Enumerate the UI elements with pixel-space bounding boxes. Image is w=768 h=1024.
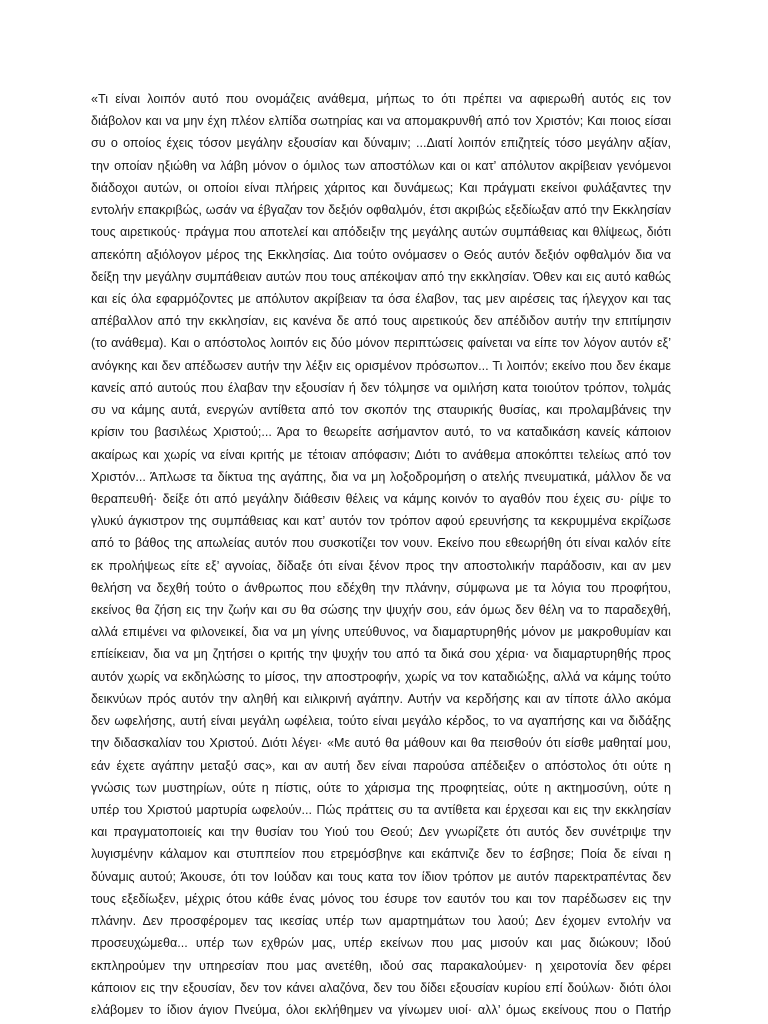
text-line: θελήση να δεχθή τούτο ο άνθρωπος που εδέχθη την πλάνην, σύμφωνα με τα λόγια του προφήτου, [91,580,671,595]
text-line: και είς όλα εφαρμόζοντες με απόλυτον ακρίβειαν τα όσα έλαβον, τας μεν αιρέσεις τας ήλεγχον και τας [91,291,671,306]
text-line: εκείνος θα ζήση εις την ζωήν και συ θα σώσης την ψυχήν σου, εάν όμως δεν θέλη να το παραδεχθή, [91,603,671,618]
text-line: επίείκειαν, δια να μη ζητήσει ο κριτής την ψυχήν του από τα δικά σου χέρια· να διαμαρτυρηθής προς [91,647,671,662]
text-line: ανόγκης και δεν απέδωσεν αυτήν την λέξιν εις ορισμένον πρόσωπον... Τι λοιπόν; εκείνο που δεν έκαμε [91,358,671,373]
text-line: «Τι είναι λοιπόν αυτό που ονομάζεις ανάθεμα, μήπως το ότι πρέπει να αφιερωθή αυτός εις τον [91,92,671,106]
text-line: κανείς από αυτούς που έλαβαν την εξουσίαν ή δεν τόλμησε να ομιλήση κατα τοιούτον τρόπον, τολμάς [91,380,671,395]
text-line: εάν έχετε αγάπην μεταξύ σας», και αν αυτή δεν είναι παρούσα απέδειξεν ο απόστολος ότι ούτε η [91,758,671,773]
document-page [91,88,671,1021]
text-line: λυγισμένην κάλαμον και στυππείον που ετρεμόσβηνε και εκάπνιζε δεν το έσβησε; Ποία δε είναι η [91,847,671,862]
text-line: ελάβομεν το ίδιον άγιον Πνεύμα, όλοι εκλήθημεν να γίνωμεν υιοί· αλλ’ όμως εκείνους που ο Πατήρ [91,1002,671,1017]
text-line: από το βάθος της απωλείας αυτόν που συσκοτίζει τον νουν. Εκείνο που εθεωρήθη ότι είναι καλόν είτε [91,536,671,551]
text-line: και πραγματοποιείς και την θυσίαν του Υιού του Θεού; Δεν γνωρίζετε ότι αυτός δεν συνέτριψε την [91,825,671,840]
text-line: πλάνην. Δεν προσφέρομεν τας ικεσίας υπέρ των αμαρτημάτων του λαού; Δεν έχομεν εντολήν να [91,914,671,929]
text-line: αλλά επιμένει να φιλονεικεί, δια να μη γίνης υπεύθυνος, να διαμαρτυρηθής μόνον με μακροθυμίαν και [91,625,671,640]
text-line: διάβολον και να μην έχη πλέον ελπίδα σωτηρίας και να απομακρυνθή από τον Χριστόν; Και ποιος είσαι [91,114,671,129]
text-line: την οποίαν ηξιώθη να λάβη μόνον ο όμιλος των αποστόλων και οι κατ’ απόλυτον ακρίβειαν γενόμενοι [91,158,671,173]
text-line: αυτόν χωρίς να εκδηλώσης το μίσος, την αποστροφήν, χωρίς να τον καταδιώξης, αλλά να κάμης τούτο [91,669,671,684]
text-line: υπέρ του Χριστού μαρτυρία ωφελούν... Πώς πράττεις συ τα αντίθετα και έρχεσαι και εις την εκκλησίαν [91,803,671,817]
text-line: προσευχώμεθα... υπέρ των εχθρών μας, υπέρ εκείνων που μας μισούν και μας διώκουν; Ιδού [91,936,671,951]
text-line: γνώσις των μυστηρίων, ούτε η πίστις, ούτε το χάρισμα της προφητείας, ούτε η ακτημοσύνη, ούτε η [91,780,671,795]
text-line: θεραπευθή· δείξε ότι από μεγάλην διάθεσιν θέλεις να κάμης κοινόν το αγαθόν που έχεις συ· ρίψε το [91,491,671,506]
text-line: (το ανάθεμα). Και ο απόστολος λοιπόν εις δύο μόνον περιπτώσεις φαίνεται να είπε τον λόγον αυτόν εξ’ [91,336,671,351]
text-line: εκπληρούμεν την υπηρεσίαν που μας ανετέθη, ιδού σας παρακαλούμεν· η χειροτονία δεν φέρει [91,958,671,973]
text-line: δεικνύων πρός αυτόν την αληθή και ειλικρινή αγάπην. Αυτήν να κερδήσης και αν τίποτε άλλο ακόμα [91,691,671,706]
text-line: κάποιον εις την εξουσίαν, δεν τον κάνει αλαζόνα, δεν του δίδει εξουσίαν κυρίου επί δούλων· διότι όλοι [91,980,671,995]
text-line: ακαίρως και χωρίς να είναι κριτής με τέτοιαν απόφασιν; Διότι το ανάθεμα αποκόπτει τελείως από τον [91,447,671,462]
text-line: Χριστόν... Άπλωσε τα δίκτυα της αγάπης, δια να μη λοξοδρομήση ο ατελής πνευματικά, μάλλον δε να [91,469,671,484]
body-paragraph [91,88,671,1021]
text-line: δείξη την μεγάλην συμπάθειαν αυτών που τους απέκοψαν από την εκκλησίαν. Όθεν και εις αυτό καθώς [91,269,671,284]
text-line: κρίσιν του βασιλέως Χριστού;... Άρα το θεωρείτε ασήμαντον αυτό, το να καταδικάση κανείς κάποιον [91,425,671,440]
text-line: απέβαλλον από την εκκλησίαν, εις κανένα δε από τους αιρετικούς δεν απέδιδον αυτήν την επιτίμησιν [91,314,671,329]
text-line: συ ο οποίος έχεις τόσον μεγάλην εξουσίαν και δύναμιν; ...Διατί λοιπόν επιζητείς τόσο μεγάλην αξίαν, [91,136,671,151]
text-line: εντολήν επακριβώς, ωσάν να έβγαζαν τον δεξιόν οφθαλμόν, έτσι ακριβώς εξεδίωξαν από την Εκκλησίαν [91,203,671,218]
text-line: εκ προλήψεως είτε εξ’ αγνοίας, δίδαξε ότι είναι ξένον προς την αποστολικήν παράδοσιν, και αν μεν [91,558,671,573]
text-line: δεν ωφελήσης, αυτή είναι μεγάλη ωφέλεια, τούτο είναι μεγάλο κέρδος, το να αγαπήσης και να διδάξης [91,714,671,729]
text-line: δύναμις αυτού; Άκουσε, ότι τον Ιούδαν και τους κατα τον ίδιον τρόπον με αυτόν παρεκτραπέντας δεν [91,869,671,884]
text-line: απεκόπη αξιόλογον μέρος της Εκκλησίας. Δια τούτο ονόμασεν ο Θεός αυτόν δεξιόν οφθαλμόν δια να [91,247,671,262]
text-line: την διδασκαλίαν του Χριστού. Διότι λέγει· «Με αυτό θα μάθουν και θα πεισθούν ότι είσθε μαθηταί μου, [91,736,671,751]
text-line: διάδοχοι αυτών, οι οποίοι είναι πλήρεις χάριτος και δυνάμεως; Και πράγματι εκείνοι φυλάξαντες την [91,180,671,195]
text-line: τους αιρετικούς· πράγμα που αποτελεί και απόδειξιν της μεγάλης αυτών συμπάθειας και θλίψεως, διότι [91,225,671,240]
text-line: συ να κάμης αυτά, ενεργών αντίθετα από τον σκοπόν της σταυρικής θυσίας, και προλαμβάνεις την [91,403,671,418]
text-line: τους εξεδίωξεν, μέχρις ότου κάθε ένας μόνος του έσυρε τον εαυτόν του και τον παρέδωσεν εις την [91,891,671,906]
text-line: γλυκύ άγκιστρον της συμπάθειας και κατ’ αυτόν τον τρόπον αφού ερευνήσης τα κεκρυμμένα εκρίζωσε [91,514,671,529]
